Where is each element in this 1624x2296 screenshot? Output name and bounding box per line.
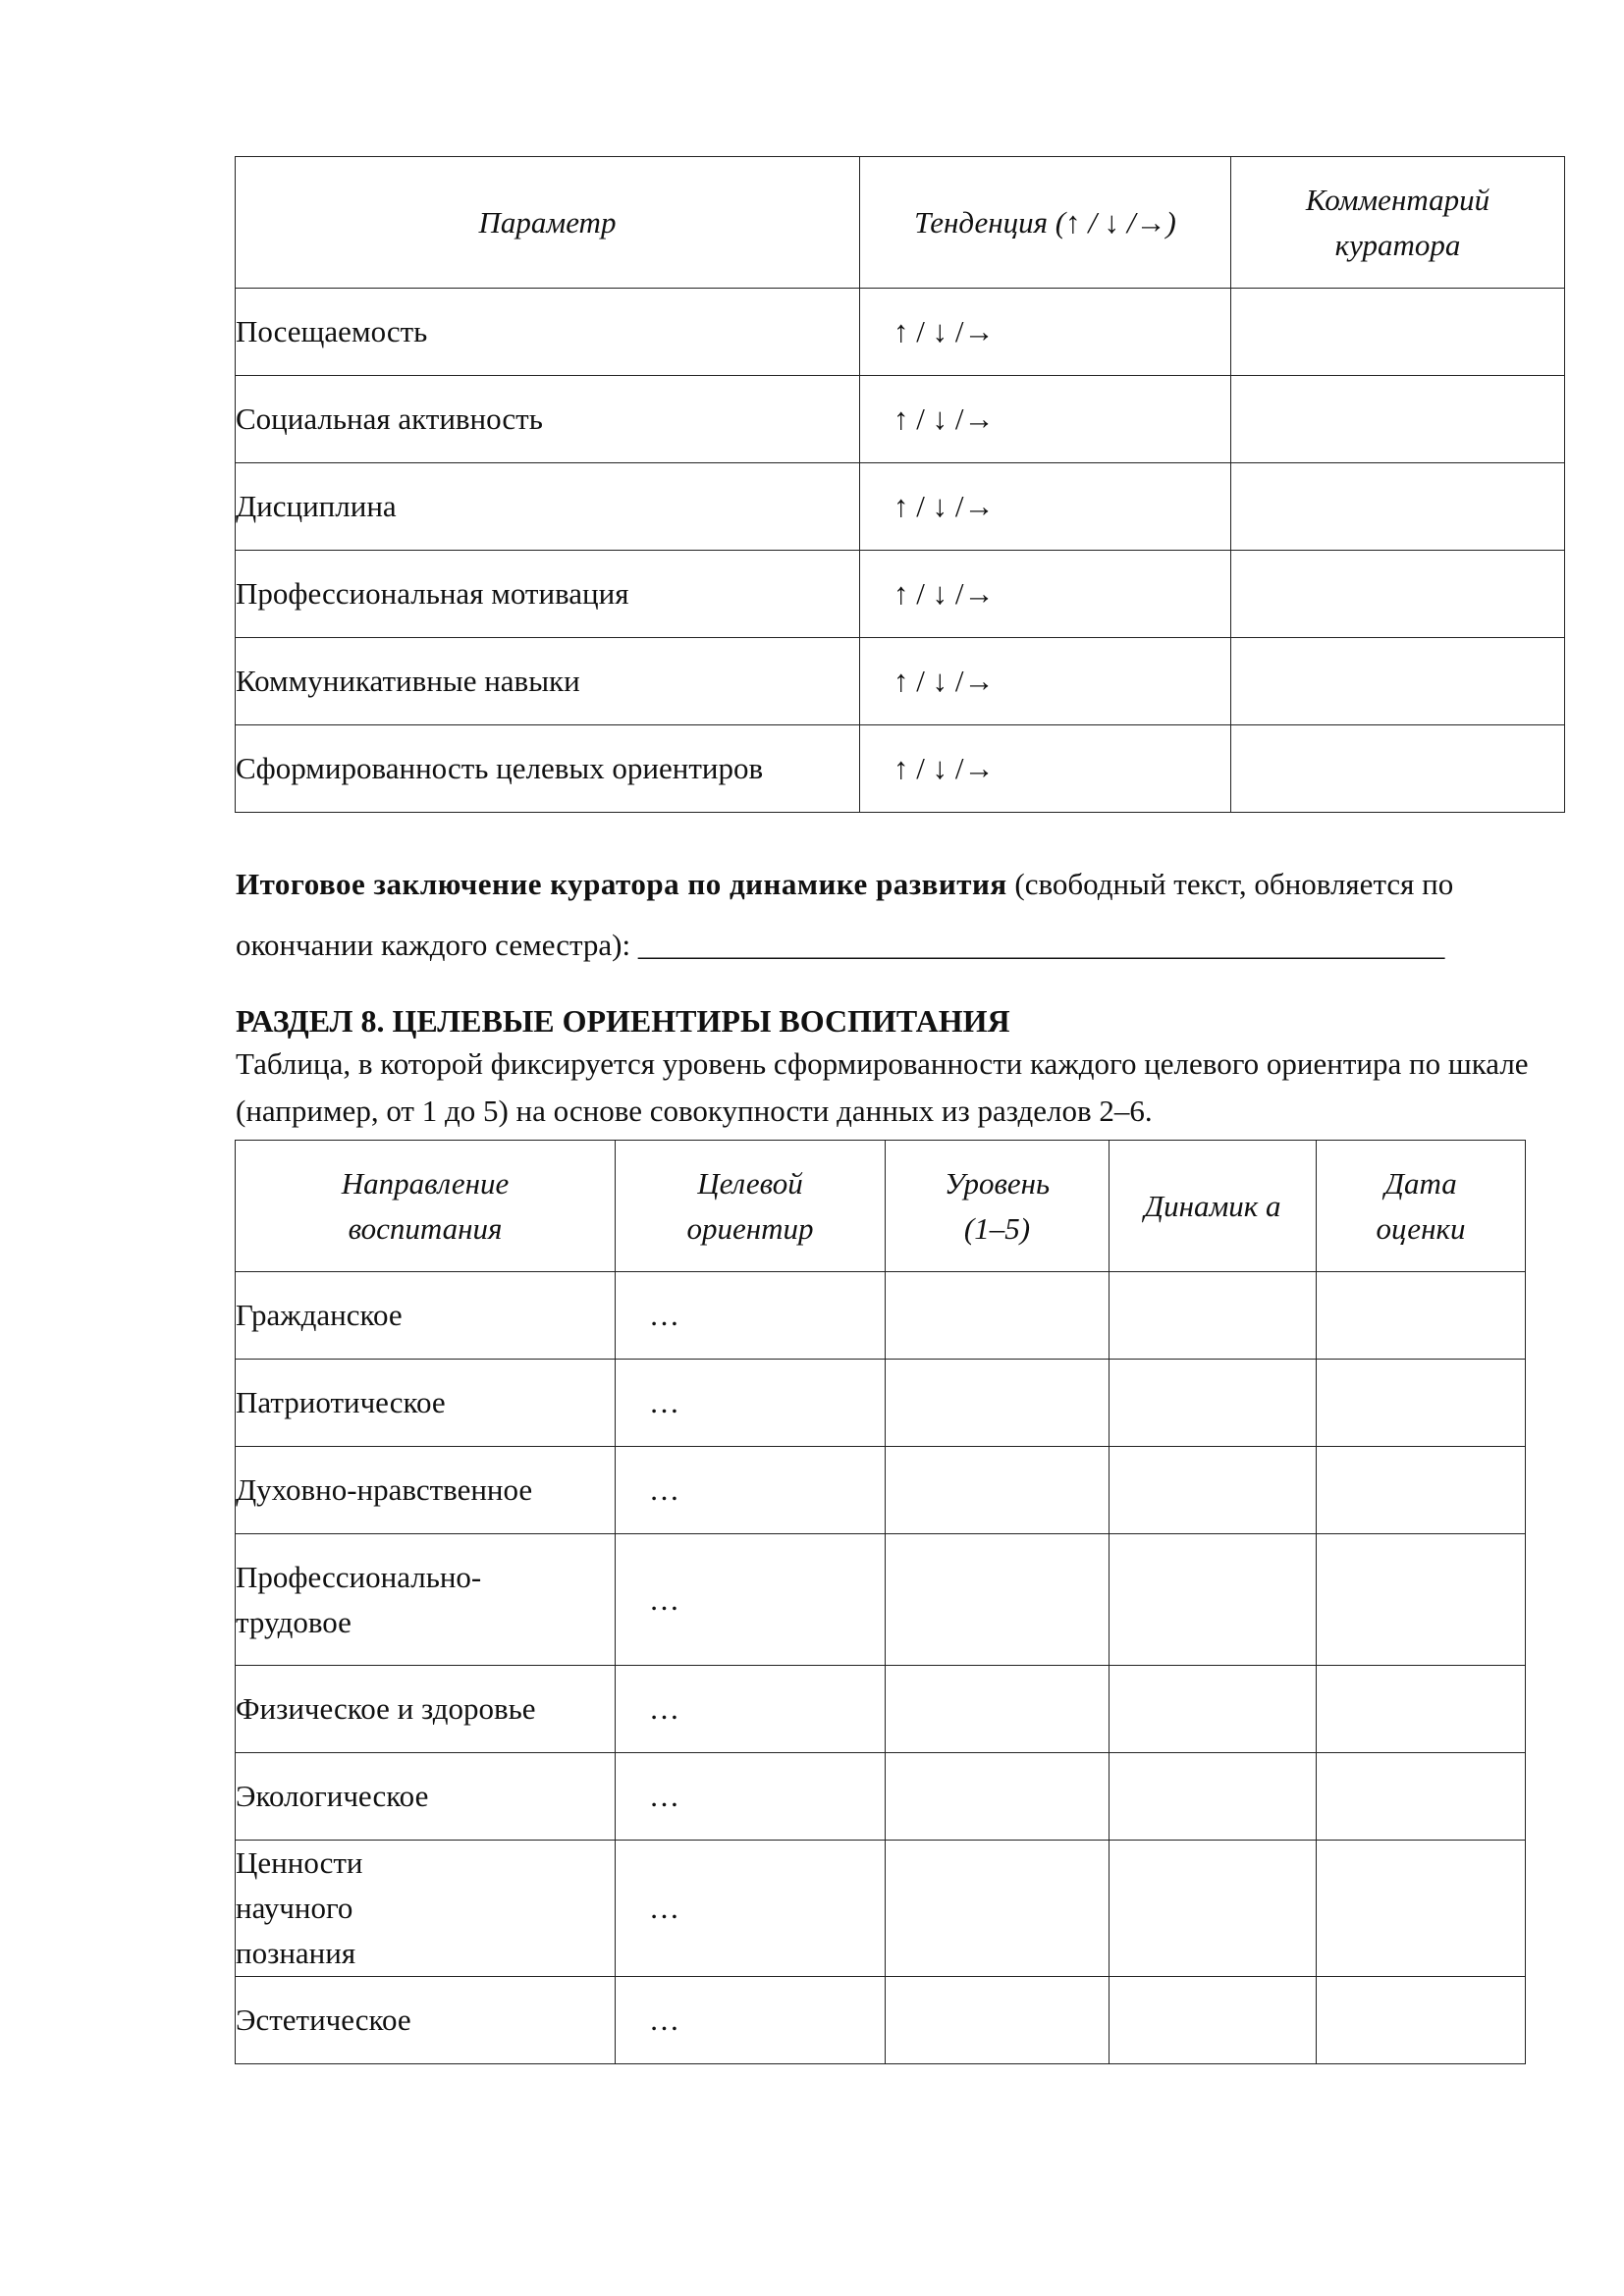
table-row xyxy=(236,1841,1526,1977)
dynamics-cell[interactable] xyxy=(1110,1977,1317,2064)
level-cell[interactable] xyxy=(886,1272,1110,1360)
param-cell: Профессиональная мотивация xyxy=(236,551,860,638)
date-cell[interactable] xyxy=(1317,1841,1526,1977)
level-cell[interactable] xyxy=(886,1534,1110,1666)
table-row xyxy=(236,1447,1526,1534)
date-cell[interactable] xyxy=(1317,1534,1526,1666)
date-cell[interactable] xyxy=(1317,1360,1526,1447)
dynamics-table xyxy=(235,156,1565,813)
header-parameter: Параметр xyxy=(236,157,860,289)
header-comment: Комментарий куратора xyxy=(1231,157,1565,289)
direction-cell: Гражданское xyxy=(236,1272,616,1360)
target-cell[interactable]: … xyxy=(616,1753,886,1841)
dynamics-cell[interactable] xyxy=(1110,1534,1317,1666)
trend-cell[interactable]: ↑ / ↓ /→ xyxy=(860,289,1231,376)
section-title: РАЗДЕЛ 8. ЦЕЛЕВЫЕ ОРИЕНТИРЫ ВОСПИТАНИЯ xyxy=(236,1003,1010,1039)
date-cell[interactable] xyxy=(1317,1447,1526,1534)
trend-cell[interactable]: ↑ / ↓ /→ xyxy=(860,551,1231,638)
param-cell: Коммуникативные навыки xyxy=(236,638,860,725)
date-cell[interactable] xyxy=(1317,1272,1526,1360)
param-cell: Социальная активность xyxy=(236,376,860,463)
comment-cell[interactable] xyxy=(1231,463,1565,551)
direction-cell: Ценности научного познания xyxy=(236,1841,616,1977)
header-trend: Тенденция (↑ / ↓ /→) xyxy=(860,157,1231,289)
table-row xyxy=(236,638,1565,725)
trend-cell[interactable]: ↑ / ↓ /→ xyxy=(860,638,1231,725)
table-header-row xyxy=(236,1141,1526,1272)
level-cell[interactable] xyxy=(886,1841,1110,1977)
conclusion-label: Итоговое заключение куратора по динамике развития xyxy=(236,867,1007,901)
level-cell[interactable] xyxy=(886,1753,1110,1841)
section-intro: Таблица, в которой фиксируется уровень сформированности каждого целевого ориентира по шкале (например, от 1 до 5) на основе совокупности данных из разделов 2–6. xyxy=(236,1046,1529,1128)
conclusion-text[interactable]: (свободный текст, обновляется по окончании каждого семестра): _____________________________________________________ xyxy=(236,867,1454,962)
header-dynamics: Динамик а xyxy=(1110,1141,1317,1272)
goals-table xyxy=(235,1140,1526,2064)
direction-cell: Профессионально-трудовое xyxy=(236,1534,616,1666)
table-row xyxy=(236,1753,1526,1841)
table-row xyxy=(236,1534,1526,1666)
curator-conclusion xyxy=(236,854,1571,976)
date-cell[interactable] xyxy=(1317,1753,1526,1841)
dynamics-cell[interactable] xyxy=(1110,1753,1317,1841)
table-row xyxy=(236,551,1565,638)
date-cell[interactable] xyxy=(1317,1666,1526,1753)
direction-cell: Экологическое xyxy=(236,1753,616,1841)
target-cell[interactable]: … xyxy=(616,1272,886,1360)
comment-cell[interactable] xyxy=(1231,638,1565,725)
header-level: Уровень (1–5) xyxy=(886,1141,1110,1272)
header-date: Дата оценки xyxy=(1317,1141,1526,1272)
comment-cell[interactable] xyxy=(1231,376,1565,463)
trend-cell[interactable]: ↑ / ↓ /→ xyxy=(860,463,1231,551)
direction-cell: Патриотическое xyxy=(236,1360,616,1447)
table-row xyxy=(236,463,1565,551)
target-cell[interactable]: … xyxy=(616,1666,886,1753)
table-row xyxy=(236,1272,1526,1360)
comment-cell[interactable] xyxy=(1231,725,1565,813)
dynamics-cell[interactable] xyxy=(1110,1841,1317,1977)
table-row xyxy=(236,376,1565,463)
header-target: Целевой ориентир xyxy=(616,1141,886,1272)
date-cell[interactable] xyxy=(1317,1977,1526,2064)
dynamics-cell[interactable] xyxy=(1110,1666,1317,1753)
comment-cell[interactable] xyxy=(1231,551,1565,638)
dynamics-cell[interactable] xyxy=(1110,1272,1317,1360)
header-direction: Направление воспитания xyxy=(236,1141,616,1272)
dynamics-cell[interactable] xyxy=(1110,1447,1317,1534)
param-cell: Сформированность целевых ориентиров xyxy=(236,725,860,813)
trend-cell[interactable]: ↑ / ↓ /→ xyxy=(860,376,1231,463)
target-cell[interactable]: … xyxy=(616,1360,886,1447)
level-cell[interactable] xyxy=(886,1447,1110,1534)
direction-cell: Эстетическое xyxy=(236,1977,616,2064)
table-row xyxy=(236,289,1565,376)
dynamics-cell[interactable] xyxy=(1110,1360,1317,1447)
table-header-row xyxy=(236,157,1565,289)
direction-cell: Физическое и здоровье xyxy=(236,1666,616,1753)
table-row xyxy=(236,1977,1526,2064)
trend-cell[interactable]: ↑ / ↓ /→ xyxy=(860,725,1231,813)
param-cell: Дисциплина xyxy=(236,463,860,551)
comment-cell[interactable] xyxy=(1231,289,1565,376)
table-row xyxy=(236,725,1565,813)
level-cell[interactable] xyxy=(886,1360,1110,1447)
target-cell[interactable]: … xyxy=(616,1534,886,1666)
target-cell[interactable]: … xyxy=(616,1977,886,2064)
table-row xyxy=(236,1360,1526,1447)
target-cell[interactable]: … xyxy=(616,1841,886,1977)
level-cell[interactable] xyxy=(886,1666,1110,1753)
direction-cell: Духовно-нравственное xyxy=(236,1447,616,1534)
target-cell[interactable]: … xyxy=(616,1447,886,1534)
level-cell[interactable] xyxy=(886,1977,1110,2064)
param-cell: Посещаемость xyxy=(236,289,860,376)
table-row xyxy=(236,1666,1526,1753)
